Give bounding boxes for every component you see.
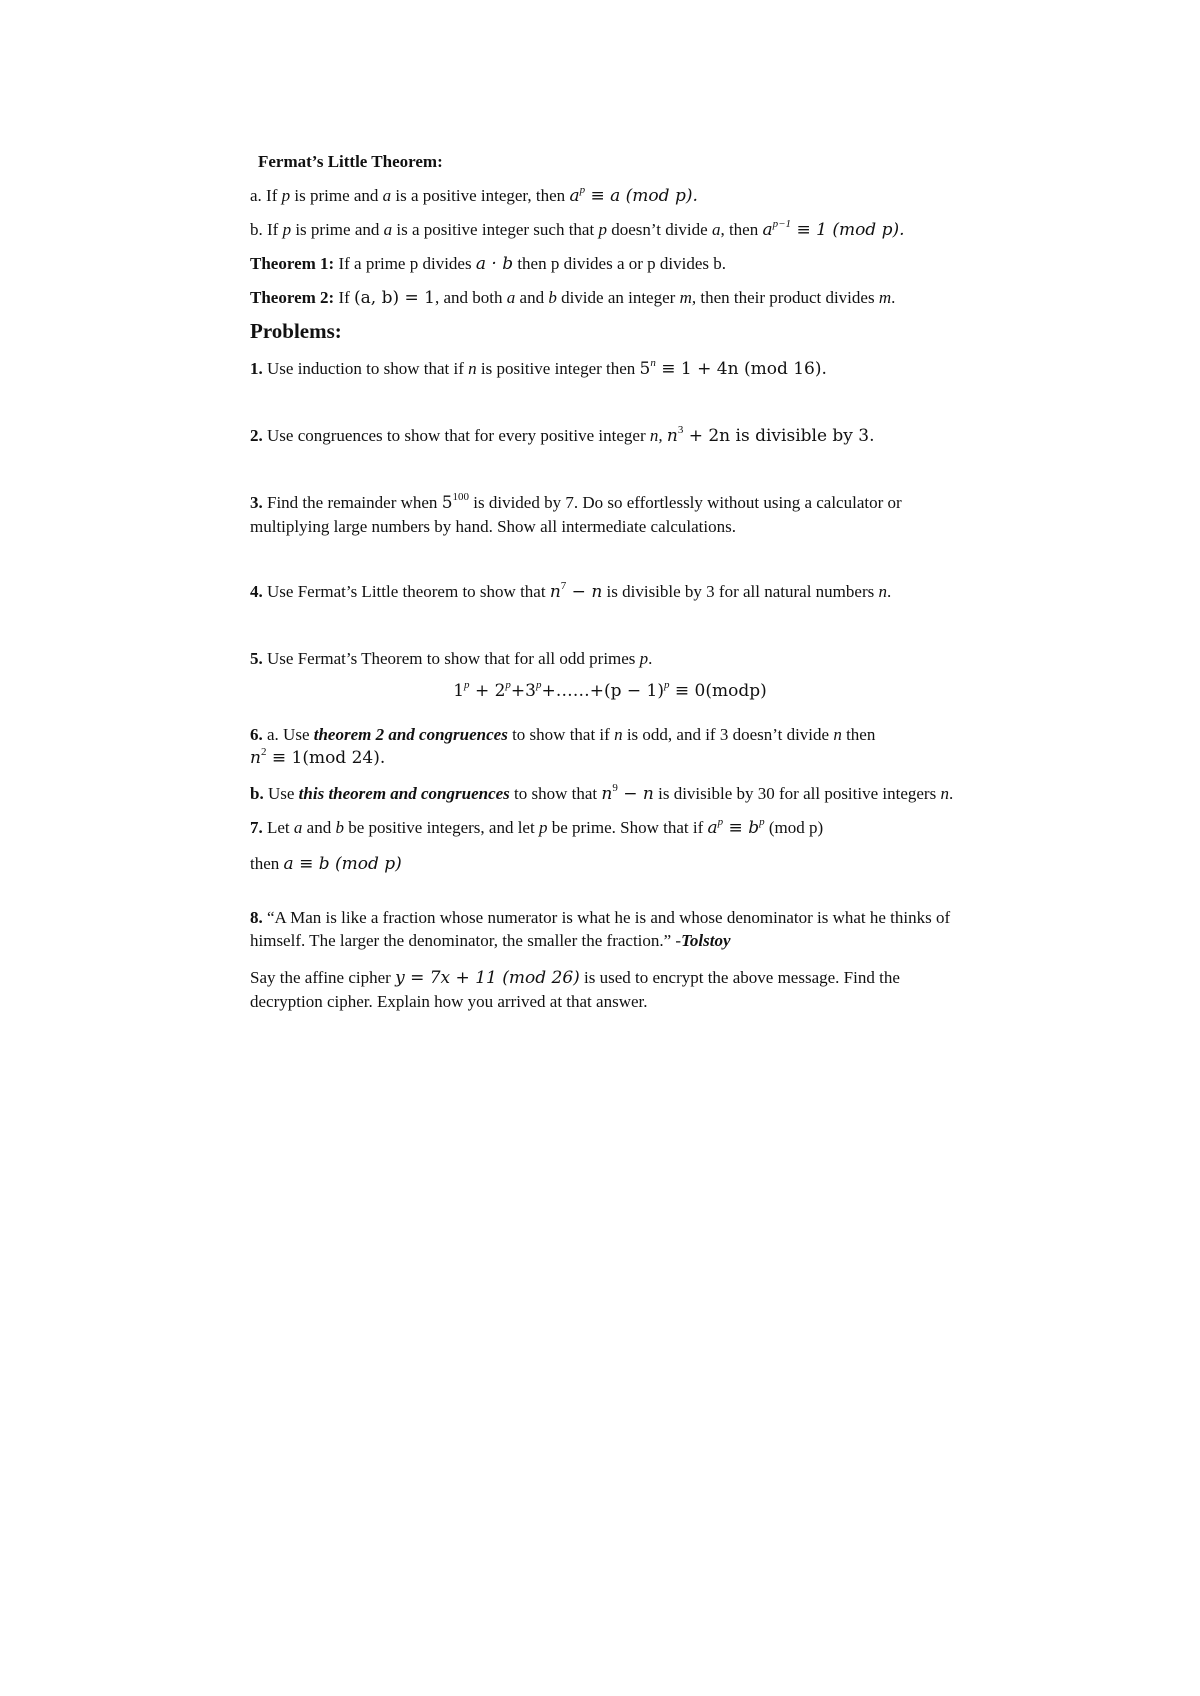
problem-3-text-2: is divided by 7. Do so effortlessly without using a calculator or multiplying large numbers by hand. Show all intermediate calculations. bbox=[250, 493, 902, 536]
problem-2-exponent: 3 bbox=[677, 424, 684, 437]
problem-4-math: n bbox=[549, 582, 561, 602]
problem-7-line-2 bbox=[250, 852, 970, 876]
problem-4 bbox=[250, 580, 970, 604]
theorem-2-var-b: b bbox=[548, 288, 557, 307]
fermat-a-math-rest: ≡ a (mod p). bbox=[585, 186, 698, 206]
problem-4-var-n: n bbox=[878, 582, 887, 601]
problem-1-math: 5 bbox=[639, 359, 651, 379]
problem-1 bbox=[250, 357, 970, 381]
problem-7-var-a: a bbox=[293, 818, 303, 837]
problem-1-text-1: Use induction to show that if bbox=[262, 359, 469, 378]
problem-6a-var-n2: n bbox=[833, 725, 842, 744]
problem-7-math: a bbox=[707, 818, 718, 838]
problem-6a-emphasis: theorem 2 and congruences bbox=[313, 725, 508, 744]
fermat-b-text-3: is a positive integer such that bbox=[392, 220, 599, 239]
fermat-b-text-2: is prime and bbox=[291, 220, 384, 239]
theorem-2-text-5: , then their product divides bbox=[691, 288, 879, 307]
problems-heading: Problems: bbox=[250, 319, 342, 343]
fermat-b-label: b. bbox=[250, 220, 263, 239]
theorem-2-label: Theorem 2: bbox=[250, 288, 335, 307]
theorem-1 bbox=[250, 252, 970, 276]
fermat-b-var-p: p bbox=[282, 220, 292, 239]
problem-6a-text-1: a. Use bbox=[262, 725, 314, 744]
problem-5-eq-exp-1: p bbox=[464, 679, 470, 692]
fermat-a-math: a bbox=[569, 186, 580, 206]
problem-2-math-rest: + 2n bbox=[683, 426, 731, 446]
fermat-a-exponent: p bbox=[579, 184, 586, 197]
problem-1-number: 1. bbox=[250, 359, 263, 378]
problem-6a-var-n: n bbox=[614, 725, 623, 744]
problem-3-math: 5 bbox=[441, 493, 453, 513]
problem-6a bbox=[250, 723, 970, 770]
problem-6b-math: n bbox=[601, 784, 613, 804]
problem-8-number: 8. bbox=[250, 908, 263, 927]
problem-1-var-n: n bbox=[468, 359, 477, 378]
problem-5-eq-part-5: ≡ 0(modp) bbox=[669, 681, 767, 701]
problem-6a-text-4: then bbox=[841, 725, 876, 744]
problem-6b-math-rest: − n bbox=[617, 784, 654, 804]
theorem-1-text-1: If a prime p divides bbox=[334, 254, 476, 273]
fermat-part-b bbox=[250, 218, 970, 242]
problem-2-text-1: Use congruences to show that for every positive integer bbox=[262, 426, 650, 445]
problem-2 bbox=[250, 424, 970, 448]
problem-4-text-1: Use Fermat’s Little theorem to show that bbox=[262, 582, 550, 601]
theorem-2-text-3: and bbox=[515, 288, 549, 307]
problem-8-quote: “A Man is like a fraction whose numerator is what he is and whose denominator is what he thinks of himself. The larger the denominator, the smaller the fraction.” - bbox=[250, 908, 951, 950]
problem-5 bbox=[250, 647, 970, 670]
fermat-b-var-a: a bbox=[383, 220, 393, 239]
problem-6a-exponent: 2 bbox=[260, 746, 267, 759]
problem-7-text-5: (mod p) bbox=[764, 818, 824, 837]
problem-7-line-2-text: then bbox=[250, 854, 284, 873]
problem-8-task-text-1: Say the affine cipher bbox=[250, 968, 396, 987]
document-page bbox=[250, 150, 970, 1013]
problem-6a-math: n bbox=[250, 748, 261, 768]
problem-7-exponent: p bbox=[717, 816, 724, 829]
problem-6a-text-2: to show that if bbox=[507, 725, 615, 744]
theorem-2-text-4: divide an integer bbox=[556, 288, 680, 307]
problem-8-author: Tolstoy bbox=[681, 931, 731, 950]
problem-6b-text-3: is divisible by 30 for all positive integers bbox=[653, 784, 941, 803]
theorem-2-text-2: , and both bbox=[435, 288, 507, 307]
problem-1-exponent: n bbox=[650, 357, 656, 370]
problem-5-eq-exp-4: p bbox=[664, 679, 670, 692]
problem-8 bbox=[250, 906, 970, 952]
fermat-part-a bbox=[250, 184, 970, 208]
fermat-b-text-5: , then bbox=[720, 220, 763, 239]
fermat-a-text-2: is prime and bbox=[290, 186, 383, 205]
problem-2-var-n: n, bbox=[649, 426, 667, 445]
problem-5-text-2: . bbox=[648, 649, 653, 668]
theorem-2 bbox=[250, 286, 970, 310]
problem-4-number: 4. bbox=[250, 582, 263, 601]
theorem-2-var-m: m bbox=[679, 288, 692, 307]
problem-2-number: 2. bbox=[250, 426, 263, 445]
problem-6b-var-n: n bbox=[940, 784, 949, 803]
problem-6-number: 6. bbox=[250, 725, 263, 744]
fermat-heading: Fermat’s Little Theorem: bbox=[258, 152, 443, 171]
problem-3-text-1: Find the remainder when bbox=[262, 493, 442, 512]
problem-3 bbox=[250, 491, 970, 538]
theorem-2-math: (a, b) = 1 bbox=[354, 288, 435, 308]
fermat-b-math: a bbox=[762, 220, 773, 240]
problem-6b bbox=[250, 782, 970, 806]
problem-5-text-1: Use Fermat’s Theorem to show that for all odd primes bbox=[262, 649, 640, 668]
problem-5-equation bbox=[250, 679, 970, 703]
theorem-1-label: Theorem 1: bbox=[250, 254, 335, 273]
problem-7 bbox=[250, 816, 970, 840]
problem-7-exponent-2: p bbox=[759, 816, 765, 829]
fermat-b-var-a2: a bbox=[711, 220, 721, 239]
fermat-a-text-1: If bbox=[266, 186, 282, 205]
problem-6a-text-3: is odd, and if 3 doesn’t divide bbox=[622, 725, 834, 744]
theorem-1-math: a · b bbox=[475, 254, 514, 274]
problem-1-text-2: is positive integer then bbox=[476, 359, 640, 378]
problem-4-text-2: is divisible by 3 for all natural numbers bbox=[602, 582, 879, 601]
problem-5-eq-part-3: +3 bbox=[510, 681, 536, 701]
problem-7-text-4: be prime. Show that if bbox=[547, 818, 708, 837]
fermat-b-text-4: doesn’t divide bbox=[606, 220, 712, 239]
problem-2-text-2: is divisible by 3. bbox=[730, 426, 875, 446]
problem-6b-label: b. bbox=[250, 784, 264, 803]
problem-5-eq-part-2: + 2 bbox=[469, 681, 506, 701]
fermat-a-var-p: p bbox=[281, 186, 291, 205]
problem-5-eq-exp-3: p bbox=[535, 679, 542, 692]
problem-4-math-rest: − n bbox=[566, 582, 603, 602]
problem-8-task bbox=[250, 966, 970, 1013]
problem-7-text-3: be positive integers, and let bbox=[343, 818, 539, 837]
problem-6b-text-1: Use bbox=[263, 784, 299, 803]
problem-6b-text-4: . bbox=[948, 784, 954, 803]
problem-4-text-3: . bbox=[886, 582, 892, 601]
fermat-a-text-3: is a positive integer, then bbox=[391, 186, 570, 205]
problem-6b-exponent: 9 bbox=[612, 782, 618, 795]
fermat-b-var-p2: p bbox=[598, 220, 607, 239]
problem-4-exponent: 7 bbox=[560, 580, 567, 593]
problem-5-eq-part-1: 1 bbox=[453, 681, 465, 701]
problem-7-text-1: Let bbox=[262, 818, 294, 837]
fermat-b-text-1: If bbox=[267, 220, 283, 239]
problem-3-number: 3. bbox=[250, 493, 263, 512]
problem-8-math: y = 7x + 11 (mod 26) bbox=[395, 968, 580, 988]
theorem-2-text-6: . bbox=[891, 288, 896, 307]
problem-2-math: n bbox=[666, 426, 678, 446]
problem-5-eq-exp-2: p bbox=[505, 679, 511, 692]
problem-6b-text-2: to show that bbox=[509, 784, 602, 803]
problem-7-var-b: b bbox=[335, 818, 344, 837]
problem-5-number: 5. bbox=[250, 649, 263, 668]
fermat-b-exponent: p−1 bbox=[772, 218, 792, 231]
problem-8-task-text-2: is used to encrypt the above message. Find the decryption cipher. Explain how you arrived at that answer. bbox=[250, 968, 900, 1011]
problem-7-text-2: and bbox=[302, 818, 336, 837]
problem-1-math-rest: ≡ 1 + 4n (mod 16). bbox=[655, 359, 827, 379]
problem-6b-emphasis: this theorem and congruences bbox=[298, 784, 510, 803]
problem-6a-math-rest: ≡ 1(mod 24). bbox=[266, 748, 386, 768]
problem-7-number: 7. bbox=[250, 818, 263, 837]
problem-7-math-rest: ≡ b bbox=[723, 818, 760, 838]
theorem-2-var-m2: m bbox=[878, 288, 892, 307]
theorem-1-text-2: then p divides a or p divides b. bbox=[513, 254, 727, 273]
problem-5-var-p: p bbox=[639, 649, 649, 668]
problem-5-eq-part-4: +……+(p − 1) bbox=[541, 681, 664, 701]
fermat-a-var-a: a bbox=[382, 186, 392, 205]
fermat-a-label: a. bbox=[250, 186, 262, 205]
fermat-b-math-rest: ≡ 1 (mod p). bbox=[791, 220, 905, 240]
problem-7-var-p: p bbox=[538, 818, 548, 837]
problem-7-line-2-math: a ≡ b (mod p) bbox=[283, 854, 402, 874]
theorem-2-text-1: If bbox=[334, 288, 355, 307]
theorem-2-var-a: a bbox=[506, 288, 516, 307]
problem-3-exponent: 100 bbox=[452, 491, 470, 504]
